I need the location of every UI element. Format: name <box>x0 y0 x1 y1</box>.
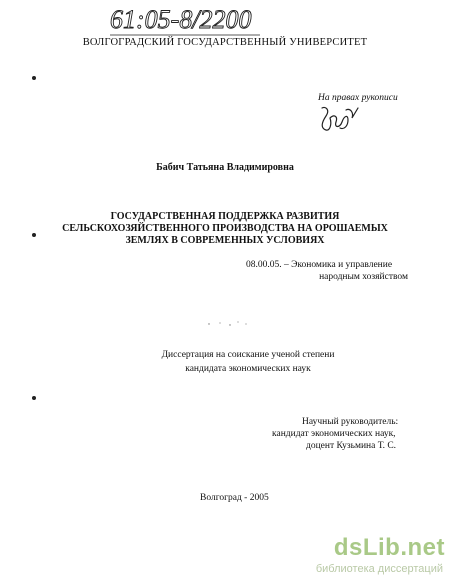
title-line: ГОСУДАРСТВЕННАЯ ПОДДЕРЖКА РАЗВИТИЯ <box>110 211 340 222</box>
supervisor-rank: кандидат экономических наук, <box>272 429 396 439</box>
watermark-logo: dsLib.net <box>333 534 445 561</box>
university-header: ВОЛГОГРАДСКИЙ ГОСУДАРСТВЕННЫЙ УНИВЕРСИТЕТ <box>82 37 368 48</box>
watermark-caption: библиотека диссертаций <box>315 563 443 575</box>
handwritten-signature <box>318 104 362 134</box>
degree-line: кандидата экономических наук <box>185 364 311 374</box>
supervisor-block <box>272 416 432 452</box>
dissertation-title <box>0 211 450 247</box>
margin-mark <box>32 76 36 80</box>
specialty-code <box>246 259 416 283</box>
margin-mark <box>32 396 36 400</box>
degree-statement <box>143 348 353 376</box>
city-year: Волгоград - 2005 <box>200 493 269 503</box>
dslib-watermark <box>300 535 445 579</box>
scan-specks <box>206 319 256 329</box>
title-line: СЕЛЬСКОХОЗЯЙСТВЕННОГО ПРОИЗВОДСТВА НА ОРОШАЕМЫХ <box>62 223 388 234</box>
degree-line: Диссертация на соискание ученой степени <box>161 350 335 360</box>
author-name: Бабич Татьяна Владимировна <box>156 162 294 173</box>
rights-note: На правах рукописи <box>318 93 398 103</box>
specialty-line: народным хозяйством <box>319 272 408 282</box>
supervisor-name: доцент Кузьмина Т. С. <box>306 441 397 451</box>
title-line: ЗЕМЛЯХ В СОВРЕМЕННЫХ УСЛОВИЯХ <box>125 235 325 246</box>
specialty-line: 08.00.05. – Экономика и управление <box>246 260 393 270</box>
stamp-text: 61:05-8/2200 <box>110 5 252 34</box>
handwritten-stamp-number <box>110 4 310 38</box>
supervisor-label: Научный руководитель: <box>302 417 399 427</box>
